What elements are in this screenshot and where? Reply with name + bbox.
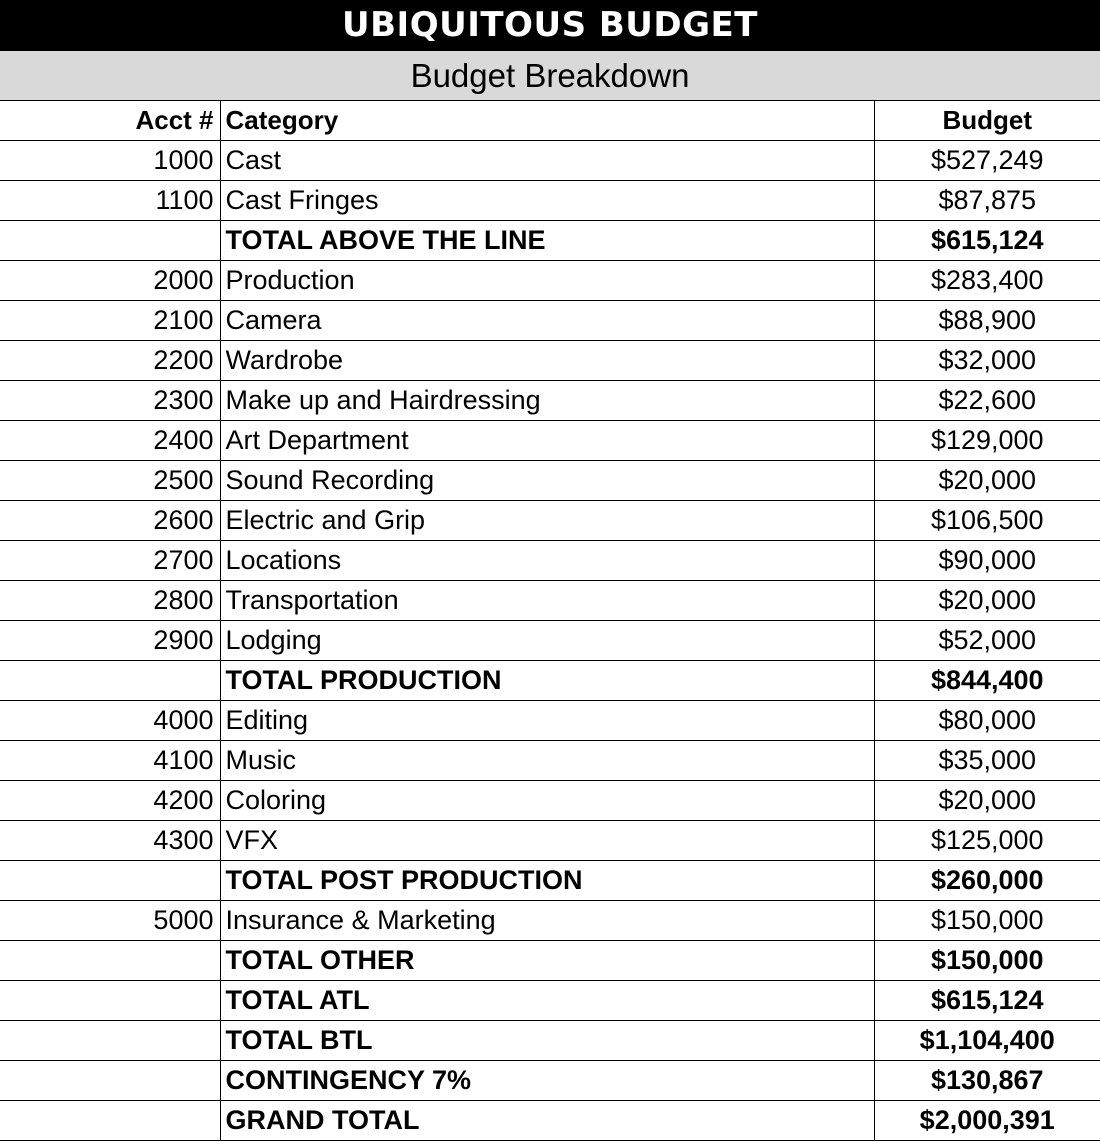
category-cell: Lodging — [220, 621, 874, 661]
acct-cell — [0, 1101, 220, 1141]
budget-cell: $260,000 — [874, 861, 1100, 901]
category-cell: TOTAL OTHER — [220, 941, 874, 981]
table-row — [0, 821, 1100, 861]
header-budget: Budget — [874, 101, 1100, 141]
category-cell: Sound Recording — [220, 461, 874, 501]
acct-cell: 1000 — [0, 141, 220, 181]
category-cell: Locations — [220, 541, 874, 581]
budget-cell: $844,400 — [874, 661, 1100, 701]
category-cell: Production — [220, 261, 874, 301]
category-cell: Editing — [220, 701, 874, 741]
acct-cell: 5000 — [0, 901, 220, 941]
budget-cell: $87,875 — [874, 181, 1100, 221]
table-row — [0, 741, 1100, 781]
table-row — [0, 341, 1100, 381]
budget-cell: $129,000 — [874, 421, 1100, 461]
acct-cell: 2200 — [0, 341, 220, 381]
header-acct: Acct # — [0, 101, 220, 141]
budget-cell: $615,124 — [874, 221, 1100, 261]
total-row — [0, 661, 1100, 701]
category-cell: Cast Fringes — [220, 181, 874, 221]
category-cell: TOTAL ATL — [220, 981, 874, 1021]
acct-cell — [0, 221, 220, 261]
category-cell: Insurance & Marketing — [220, 901, 874, 941]
table-row — [0, 421, 1100, 461]
budget-cell: $80,000 — [874, 701, 1100, 741]
table-row — [0, 901, 1100, 941]
category-cell: Electric and Grip — [220, 501, 874, 541]
category-cell: TOTAL ABOVE THE LINE — [220, 221, 874, 261]
budget-cell: $615,124 — [874, 981, 1100, 1021]
acct-cell — [0, 1061, 220, 1101]
budget-cell: $88,900 — [874, 301, 1100, 341]
total-row — [0, 861, 1100, 901]
table-row — [0, 461, 1100, 501]
acct-cell: 1100 — [0, 181, 220, 221]
category-cell: GRAND TOTAL — [220, 1101, 874, 1141]
table-row — [0, 621, 1100, 661]
acct-cell: 2600 — [0, 501, 220, 541]
acct-cell: 2900 — [0, 621, 220, 661]
budget-cell: $283,400 — [874, 261, 1100, 301]
budget-cell: $106,500 — [874, 501, 1100, 541]
table-row — [0, 581, 1100, 621]
total-row — [0, 1101, 1100, 1141]
acct-cell: 2300 — [0, 381, 220, 421]
budget-cell: $52,000 — [874, 621, 1100, 661]
budget-cell: $90,000 — [874, 541, 1100, 581]
total-row — [0, 221, 1100, 261]
table-row — [0, 301, 1100, 341]
category-cell: TOTAL PRODUCTION — [220, 661, 874, 701]
category-cell: Music — [220, 741, 874, 781]
table-row — [0, 181, 1100, 221]
total-row — [0, 941, 1100, 981]
budget-cell: $20,000 — [874, 581, 1100, 621]
category-cell: CONTINGENCY 7% — [220, 1061, 874, 1101]
acct-cell: 4200 — [0, 781, 220, 821]
budget-cell: $2,000,391 — [874, 1101, 1100, 1141]
budget-cell: $20,000 — [874, 461, 1100, 501]
table-header-row — [0, 101, 1100, 141]
table-body — [0, 141, 1100, 1141]
category-cell: VFX — [220, 821, 874, 861]
budget-cell: $150,000 — [874, 941, 1100, 981]
acct-cell: 2700 — [0, 541, 220, 581]
budget-cell: $22,600 — [874, 381, 1100, 421]
category-cell: TOTAL POST PRODUCTION — [220, 861, 874, 901]
table-row — [0, 261, 1100, 301]
budget-cell: $150,000 — [874, 901, 1100, 941]
table-row — [0, 141, 1100, 181]
acct-cell — [0, 941, 220, 981]
category-cell: Cast — [220, 141, 874, 181]
total-row — [0, 1021, 1100, 1061]
total-row — [0, 981, 1100, 1021]
budget-cell: $130,867 — [874, 1061, 1100, 1101]
table-row — [0, 781, 1100, 821]
acct-cell — [0, 981, 220, 1021]
acct-cell: 4000 — [0, 701, 220, 741]
acct-cell: 2100 — [0, 301, 220, 341]
budget-cell: $527,249 — [874, 141, 1100, 181]
acct-cell: 2000 — [0, 261, 220, 301]
sheet-subtitle: Budget Breakdown — [0, 51, 1100, 101]
acct-cell — [0, 861, 220, 901]
total-row — [0, 1061, 1100, 1101]
budget-cell: $1,104,400 — [874, 1021, 1100, 1061]
table-row — [0, 381, 1100, 421]
acct-cell — [0, 661, 220, 701]
category-cell: Art Department — [220, 421, 874, 461]
category-cell: Transportation — [220, 581, 874, 621]
table-row — [0, 501, 1100, 541]
budget-table — [0, 101, 1100, 1141]
budget-cell: $20,000 — [874, 781, 1100, 821]
category-cell: Camera — [220, 301, 874, 341]
header-category: Category — [220, 101, 874, 141]
category-cell: Coloring — [220, 781, 874, 821]
table-row — [0, 701, 1100, 741]
acct-cell: 2800 — [0, 581, 220, 621]
acct-cell: 2400 — [0, 421, 220, 461]
acct-cell: 4300 — [0, 821, 220, 861]
budget-cell: $125,000 — [874, 821, 1100, 861]
acct-cell: 2500 — [0, 461, 220, 501]
category-cell: Make up and Hairdressing — [220, 381, 874, 421]
category-cell: TOTAL BTL — [220, 1021, 874, 1061]
budget-cell: $35,000 — [874, 741, 1100, 781]
sheet-title: UBIQUITOUS BUDGET — [0, 0, 1100, 51]
table-row — [0, 541, 1100, 581]
budget-cell: $32,000 — [874, 341, 1100, 381]
category-cell: Wardrobe — [220, 341, 874, 381]
acct-cell: 4100 — [0, 741, 220, 781]
acct-cell — [0, 1021, 220, 1061]
